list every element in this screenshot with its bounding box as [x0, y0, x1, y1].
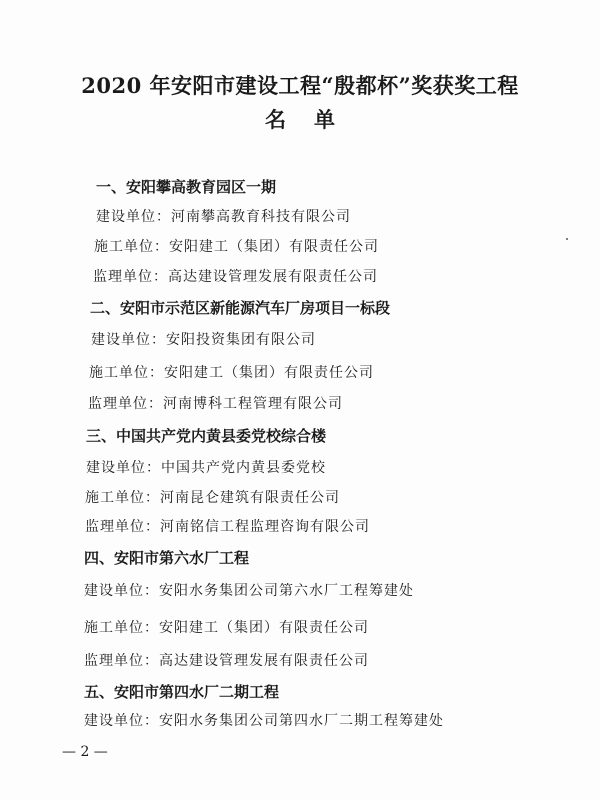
section-3-row-3: 监理单位：河南铭信工程监理咨询有限公司 [85, 519, 370, 535]
section-1-row-1: 建设单位：河南攀高教育科技有限公司 [96, 209, 351, 225]
section-2-row-2: 施工单位：安阳建工（集团）有限责任公司 [89, 365, 374, 381]
section-heading-5: 五、安阳市第四水厂二期工程 [84, 683, 280, 701]
section-heading-3: 三、中国共产党内黄县委党校综合楼 [86, 427, 327, 445]
section-3-row-1: 建设单位：中国共产党内黄县委党校 [86, 460, 326, 476]
section-heading-2: 二、安阳市示范区新能源汽车厂房项目一标段 [90, 299, 391, 317]
section-4-row-2: 施工单位：安阳建工（集团）有限责任公司 [84, 620, 369, 636]
section-heading-4: 四、安阳市第六水厂工程 [84, 549, 250, 567]
section-2-row-3: 监理单位：河南博科工程管理有限公司 [88, 396, 343, 412]
document-subtitle: 名单 [265, 107, 363, 132]
section-2-row-1: 建设单位：安阳投资集团有限公司 [91, 332, 316, 348]
section-4-row-1: 建设单位：安阳水务集团公司第六水厂工程筹建处 [84, 583, 414, 599]
section-1-row-3: 监理单位：高达建设管理发展有限责任公司 [93, 269, 378, 285]
section-1-row-2: 施工单位：安阳建工（集团）有限责任公司 [94, 239, 379, 255]
section-5-row-1: 建设单位：安阳水务集团公司第四水厂二期工程筹建处 [84, 713, 444, 729]
section-heading-1: 一、安阳攀高教育园区一期 [96, 178, 277, 196]
scan-speck [566, 238, 568, 240]
page-number: — 2 — [62, 744, 108, 760]
section-4-row-3: 监理单位：高达建设管理发展有限责任公司 [84, 653, 369, 669]
document-title: 2020 年安阳市建设工程“殷都杯”奖获奖工程 [81, 73, 519, 98]
section-3-row-2: 施工单位：河南昆仑建筑有限责任公司 [85, 490, 340, 506]
